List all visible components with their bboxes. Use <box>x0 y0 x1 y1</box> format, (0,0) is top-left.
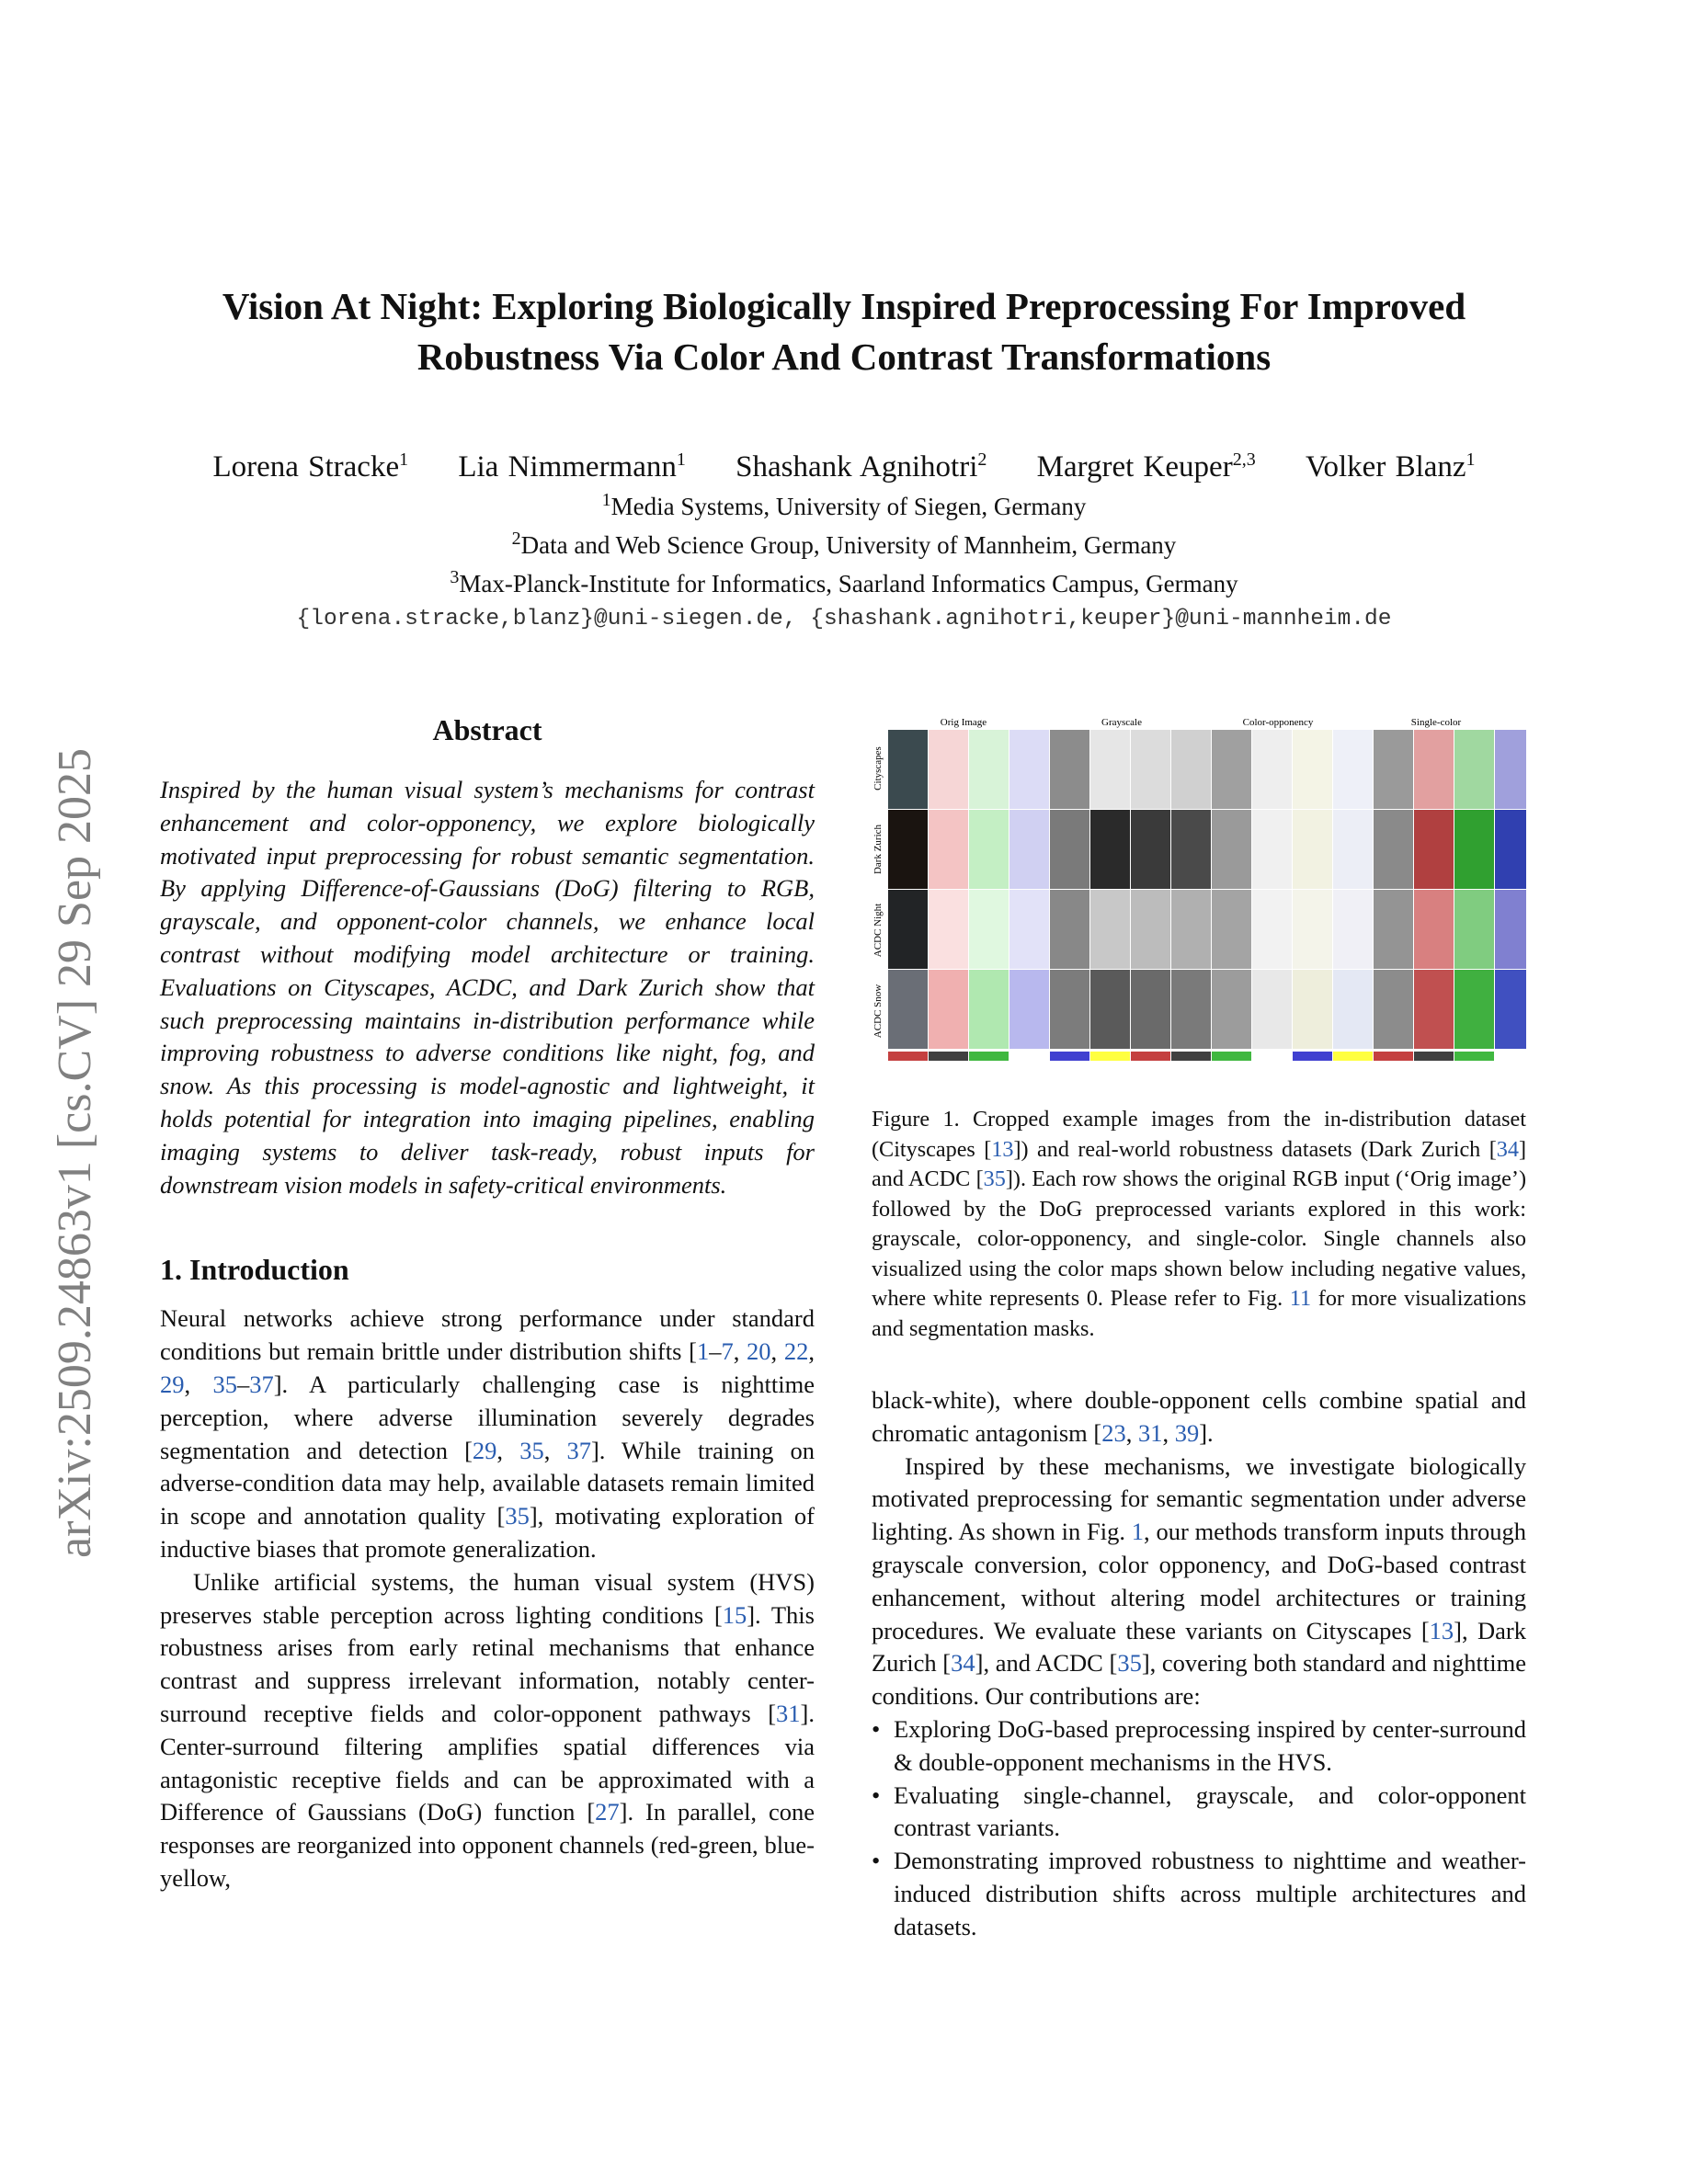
figure-image-tile <box>1333 730 1373 809</box>
figure-image-tile <box>929 970 968 1049</box>
title-line-1: Vision At Night: Exploring Biologically Inspired Preprocessing For Improved <box>222 285 1466 327</box>
figure-cells <box>888 730 1526 1061</box>
introduction-heading: 1. Introduction <box>160 1253 349 1287</box>
figure-image-tile <box>1050 810 1089 889</box>
right-paragraph-1: black-white), where double-opponent cells combine spatial and chromatic antagonism [23, 31, 39]. <box>872 1386 1526 1447</box>
intro-paragraph-2: Unlike artificial systems, the human visual system (HVS) preserves stable perception across lighting conditions [15]. This robustness arises from early retinal mechanisms that enhance contrast and suppress irrelevant information, notably center-surround receptive fields and color-opponent pathways [31]. Center-surround filtering amplifies spatial differences via antagonistic receptive fields and can be approximated with a Difference of Gaussians (DoG) function [27]. In parallel, cone responses are reorganized into opponent channels (red-green, blue-yellow, <box>160 1567 815 1892</box>
colormap-strip-segment <box>1252 1052 1292 1061</box>
colormap-strip-segment <box>1454 1052 1494 1061</box>
figure-image-tile <box>929 730 968 809</box>
figure-image-tile <box>1252 810 1292 889</box>
title-line-2: Robustness Via Color And Contrast Transformations <box>416 336 1272 378</box>
citation-link[interactable]: 34 <box>951 1649 975 1678</box>
author-emails: {lorena.stracke,blanz}@uni-siegen.de, {shashank.agnihotri,keuper}@uni-mannheim.de <box>296 607 1392 631</box>
figure-image-tile <box>1212 730 1251 809</box>
figure-image-tile <box>1252 970 1292 1049</box>
figure-image-tile <box>1414 970 1454 1049</box>
row-label-acdc-snow: ACDC Snow <box>873 984 884 1039</box>
citation-link[interactable]: 39 <box>1174 1418 1200 1447</box>
figure-image-tile <box>1212 890 1251 969</box>
citation-link[interactable]: 31 <box>776 1699 801 1727</box>
figure-image-tile <box>1454 970 1494 1049</box>
figure-image-tile <box>1171 730 1211 809</box>
figure-image-tile <box>888 970 928 1049</box>
figure-image-tile <box>1495 890 1526 969</box>
author: Margret Keuper$^{2,3}$ <box>1036 449 1256 483</box>
figure-image-tile <box>1495 970 1526 1049</box>
figure-image-tile <box>888 730 928 809</box>
author-list <box>138 441 1550 485</box>
figure-image-tile <box>929 810 968 889</box>
figure-image-tile <box>888 890 928 969</box>
figure-1-svg <box>872 715 1526 1066</box>
figure-image-tile <box>1131 810 1170 889</box>
figure-image-tile <box>1090 730 1130 809</box>
figure-image-tile <box>1131 890 1170 969</box>
figure-image-tile <box>1454 730 1494 809</box>
colormap-strip-segment <box>929 1052 968 1061</box>
figure-image-tile <box>1414 890 1454 969</box>
citation-link[interactable]: 35 <box>1117 1649 1142 1678</box>
figure-image-tile <box>1414 810 1454 889</box>
figure-image-tile <box>1252 730 1292 809</box>
intro-paragraph-1: Neural networks achieve strong performance under standard conditions but remain brittle under distribution shifts [1–7, 20, 22, 29, 35–37]. A particularly challenging case is nighttime perception, where adverse illumination severely degrades segmentation and detection [29, 35, 37]. While training on adverse-condition data may help, available datasets remain limited in scope and annotation quality [35], motivating exploration of inductive biases that promote generalization. <box>160 1304 815 1563</box>
citation-link[interactable]: 35 <box>212 1370 237 1398</box>
citation-link[interactable]: 34 <box>1496 1136 1519 1162</box>
citation-link[interactable]: 20 <box>747 1337 771 1366</box>
figure-image-tile <box>1414 730 1454 809</box>
figure-image-tile <box>1252 890 1292 969</box>
figure-image-tile <box>1050 890 1089 969</box>
figure-image-tile <box>1090 970 1130 1049</box>
figure-image-tile <box>1009 810 1049 889</box>
left-column <box>160 708 815 1895</box>
citation-link[interactable]: 23 <box>1101 1418 1126 1447</box>
figure-reference-link[interactable]: 1 <box>1131 1518 1145 1546</box>
figure-image-tile <box>1293 890 1332 969</box>
col-label-grayscale: Grayscale <box>1101 717 1142 728</box>
colormap-strip-segment <box>1374 1052 1413 1061</box>
citation-link[interactable]: 29 <box>472 1436 497 1464</box>
affiliation: $^1$Media Systems, University of Siegen, Germany <box>601 490 1087 520</box>
figure-image-tile <box>1090 810 1130 889</box>
figure-image-tile <box>1374 810 1413 889</box>
figure-image-tile <box>1090 890 1130 969</box>
list-item: • Exploring DoG-based preprocessing inspired by center-surround & double-opponent mechanisms in the HVS. <box>872 1713 1526 1780</box>
figure-image-tile <box>1171 810 1211 889</box>
citation-link[interactable]: 35 <box>983 1166 1006 1191</box>
colormap-strip-segment <box>1333 1052 1373 1061</box>
colormap-strip-segment <box>1009 1052 1049 1061</box>
figure-image-tile <box>1293 810 1332 889</box>
figure-image-tile <box>1333 810 1373 889</box>
colormap-strip-segment <box>1212 1052 1251 1061</box>
citation-link[interactable]: 13 <box>1429 1616 1454 1644</box>
citation-link[interactable]: 37 <box>566 1436 591 1464</box>
affiliation: $^3$Max-Planck-Institute for Informatics, Saarland Informatics Campus, Germany <box>450 567 1238 597</box>
author: Lorena Stracke$^1$ <box>212 449 409 483</box>
colormap-strip-segment <box>969 1052 1009 1061</box>
figure-image-tile <box>1454 810 1494 889</box>
right-paragraph-2: Inspired by these mechanisms, we investigate biologically motivated preprocessing for semantic segmentation under adverse lighting. As shown in Fig. 1, our methods transform inputs through grayscale conversion, color opponency, and DoG-based contrast enhancement, without altering model architectures or training procedures. We evaluate these variants on Cityscapes [13], Dark Zurich [34], and ACDC [35], covering both standard and nighttime conditions. Our contributions are: <box>872 1451 1526 1711</box>
citation-link[interactable]: 37 <box>249 1370 274 1398</box>
figure-1-caption: Figure 1. Cropped example images from the in-distribution dataset (Cityscapes [13]) and real-world robustness datasets (Dark Zurich [34] and ACDC [35]). Each row shows the original RGB input (‘Orig image’) followed by the DoG preprocessed variants explored in this work: grayscale, color-opponency, and single-color. Single channels also visualized using the color maps shown below including negative values, where white represents 0. Please refer to Fig. 11 for more visualizations and segmentation masks. <box>872 1107 1527 1341</box>
figure-image-tile <box>1131 970 1170 1049</box>
citation-link[interactable]: 35 <box>519 1436 544 1464</box>
abstract-text: Inspired by the human visual system’s mechanisms for contrast enhancement and color-opponency, we explore biologically motivated input preprocessing for robust semantic segmentation. By applying Difference-of-Gaussians (DoG) filtering to RGB, grayscale, and opponent-color channels, we enhance local contrast without modifying model architecture or training. Evaluations on Cityscapes, ACDC, and Dark Zurich show that such preprocessing maintains in-distribution performance while improving robustness to adverse conditions like night, fog, and snow. As this processing is model-agnostic and lightweight, it holds potential for integration into imaging pipelines, enabling imaging systems to deliver task-ready, robust inputs for downstream vision models in safety-critical environments. <box>160 776 815 1199</box>
figure-image-tile <box>1374 730 1413 809</box>
figure-image-tile <box>1009 730 1049 809</box>
colormap-strip-segment <box>1131 1052 1170 1061</box>
affiliation: $^2$Data and Web Science Group, University of Mannheim, Germany <box>511 529 1177 559</box>
figure-1-image-grid <box>872 715 1526 1066</box>
figure-image-tile <box>1171 890 1211 969</box>
figure-image-tile <box>1009 890 1049 969</box>
figure-image-tile <box>1212 810 1251 889</box>
abstract-heading: Abstract <box>432 713 542 746</box>
figure-image-tile <box>1212 970 1251 1049</box>
figure-image-tile <box>1333 970 1373 1049</box>
contributions-list <box>872 1713 1526 1944</box>
list-item: • Demonstrating improved robustness to nighttime and weather-induced distribution shifts across multiple architectures and datasets. <box>872 1845 1526 1943</box>
citation-link[interactable]: 31 <box>1137 1418 1163 1447</box>
figure-image-tile <box>1293 730 1332 809</box>
figure-image-tile <box>1009 970 1049 1049</box>
row-label-cityscapes: Cityscapes <box>873 746 884 791</box>
figure-image-tile <box>969 730 1009 809</box>
right-column-text <box>872 1384 1526 1944</box>
col-label-single-color: Single-color <box>1410 717 1462 728</box>
figure-image-tile <box>1171 970 1211 1049</box>
colormap-strip-segment <box>888 1052 928 1061</box>
figure-image-tile <box>969 810 1009 889</box>
citation-link[interactable]: 7 <box>721 1337 734 1366</box>
colormap-strip-segment <box>1495 1052 1526 1061</box>
colormap-strip-segment <box>1414 1052 1454 1061</box>
citation-link[interactable]: 27 <box>595 1798 620 1826</box>
colormap-strip-segment <box>1171 1052 1211 1061</box>
author: Volker Blanz$^1$ <box>1305 449 1476 483</box>
figure-image-tile <box>1050 970 1089 1049</box>
figure-image-tile <box>1131 730 1170 809</box>
paper-title <box>138 281 1550 382</box>
figure-image-tile <box>1454 890 1494 969</box>
figure-image-tile <box>1293 970 1332 1049</box>
figure-image-tile <box>1374 890 1413 969</box>
citation-link[interactable]: 1 <box>696 1337 710 1366</box>
right-column <box>872 715 1526 1944</box>
figure-image-tile <box>1495 730 1526 809</box>
col-label-color-opponency: Color-opponency <box>1242 717 1314 728</box>
figure-image-tile <box>1333 890 1373 969</box>
figure-image-tile <box>969 970 1009 1049</box>
arxiv-identifier-stamp: arXiv:2509.24863v1 [cs.CV] 29 Sep 2025 <box>49 747 101 1558</box>
figure-image-tile <box>969 890 1009 969</box>
figure-image-tile <box>1050 730 1089 809</box>
figure-image-tile <box>929 890 968 969</box>
citation-link[interactable]: 22 <box>783 1337 809 1366</box>
figure-image-tile <box>1374 970 1413 1049</box>
colormap-strip-segment <box>1090 1052 1130 1061</box>
figure-image-tile <box>888 810 928 889</box>
citation-link[interactable]: 15 <box>722 1600 747 1629</box>
figure-image-tile <box>1495 810 1526 889</box>
list-item: • Evaluating single-channel, grayscale, and color-opponent contrast variants. <box>872 1780 1526 1846</box>
row-label-dark-zurich: Dark Zurich <box>873 824 884 875</box>
citation-link[interactable]: 35 <box>505 1502 530 1530</box>
author: Lia Nimmermann$^1$ <box>458 449 686 483</box>
author: Shashank Agnihotri$^2$ <box>736 449 987 483</box>
col-label-orig-image: Orig Image <box>940 717 987 728</box>
row-label-acdc-night: ACDC Night <box>873 903 884 958</box>
colormap-strip-segment <box>1050 1052 1089 1061</box>
colormap-strip-segment <box>1293 1052 1332 1061</box>
figure-reference-link[interactable]: 11 <box>1289 1286 1312 1311</box>
citation-link[interactable]: 13 <box>991 1136 1014 1162</box>
citation-link[interactable]: 29 <box>160 1370 185 1398</box>
